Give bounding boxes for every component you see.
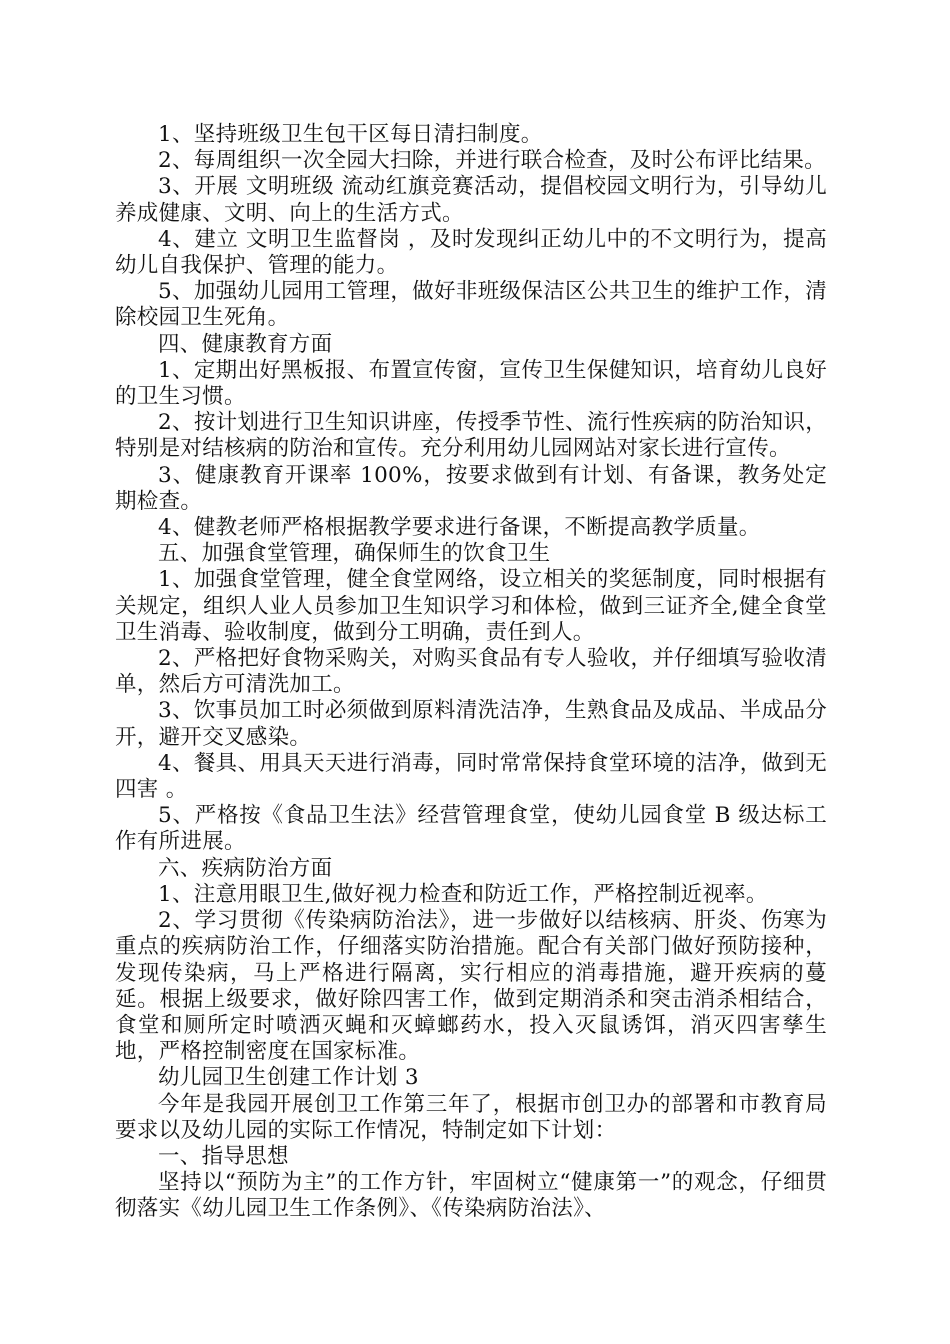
- document-title: 幼儿园卫生创建工作计划 3: [158, 1065, 419, 1091]
- paragraph: 2、严格把好食物采购关，对购买食品有专人验收，并仔细填写验收清单，然后方可清洗加工。: [115, 646, 827, 698]
- paragraph: 2、学习贯彻《传染病防治法》，进一步做好以结核病、肝炎、伤寒为重点的疾病防治工作，仔细落实防治措施。配合有关部门做好预防接种，发现传染病，马上严格进行隔离，实行相应的消毒措施，避开疾病的蔓延。根据上级要求，做好除四害工作，做到定期消杀和突击消杀相结合，食堂和厕所定时喷洒灭蝇和灭蟑螂药水，投入灭鼠诱饵，消灭四害孳生地，严格控制密度在国家标准。: [115, 908, 827, 1065]
- paragraph: 3、饮事员加工时必须做到原料清洗洁净，生熟食品及成品、半成品分开，避开交叉感染。: [115, 698, 827, 750]
- paragraph: 坚持以“预防为主”的工作方针，牢固树立“健康第一”的观念，仔细贯彻落实《幼儿园卫生工作条例》、《传染病防治法》、: [115, 1170, 827, 1222]
- paragraph: 1、加强食堂管理，健全食堂网络，设立相关的奖惩制度，同时根据有关规定，组织人业人员参加卫生知识学习和体检，做到三证齐全,健全食堂卫生消毒、验收制度，做到分工明确，责任到人。: [115, 567, 827, 645]
- paragraph: 4、建立 文明卫生监督岗 ，及时发现纠正幼儿中的不文明行为，提高幼儿自我保护、管理的能力。: [115, 226, 827, 279]
- paragraph: 1、注意用眼卫生,做好视力检查和防近工作，严格控制近视率。: [158, 881, 768, 907]
- section-heading: 四、健康教育方面: [158, 331, 333, 357]
- paragraph: 3、开展 文明班级 流动红旗竞赛活动，提倡校园文明行为，引导幼儿养成健康、文明、向上的生活方式。: [115, 174, 827, 226]
- paragraph: 2、按计划进行卫生知识讲座，传授季节性、流行性疾病的防治知识，特别是对结核病的防治和宣传。充分利用幼儿园网站对家长进行宣传。: [115, 410, 827, 462]
- document-body: [115, 122, 827, 1223]
- paragraph: 3、健康教育开课率 100%，按要求做到有计划、有备课，教务处定期检查。: [115, 462, 827, 514]
- paragraph: 5、严格按《食品卫生法》经营管理食堂，使幼儿园食堂 B 级达标工作有所进展。: [115, 803, 827, 855]
- paragraph: 4、餐具、用具天天进行消毒，同时常常保持食堂环境的洁净，做到无 四害 。: [115, 750, 827, 803]
- paragraph: 2、每周组织一次全园大扫除，并进行联合检查，及时公布评比结果。: [158, 148, 826, 174]
- section-heading: 五、加强食堂管理，确保师生的饮食卫生: [158, 541, 551, 567]
- paragraph: 5、加强幼儿园用工管理，做好非班级保洁区公共卫生的维护工作，清除校园卫生死角。: [115, 279, 827, 331]
- section-heading: 一、指导思想: [158, 1143, 289, 1169]
- section-heading: 六、疾病防治方面: [158, 855, 333, 881]
- paragraph: 1、定期出好黑板报、布置宣传窗，宣传卫生保健知识，培育幼儿良好的卫生习惯。: [115, 357, 827, 410]
- paragraph: 1、坚持班级卫生包干区每日清扫制度。: [158, 122, 543, 147]
- paragraph: 今年是我园开展创卫工作第三年了，根据市创卫办的部署和市教育局要求以及幼儿园的实际工作情况，特制定如下计划：: [115, 1091, 827, 1143]
- paragraph: 4、健教老师严格根据教学要求进行备课，不断提高教学质量。: [158, 515, 761, 541]
